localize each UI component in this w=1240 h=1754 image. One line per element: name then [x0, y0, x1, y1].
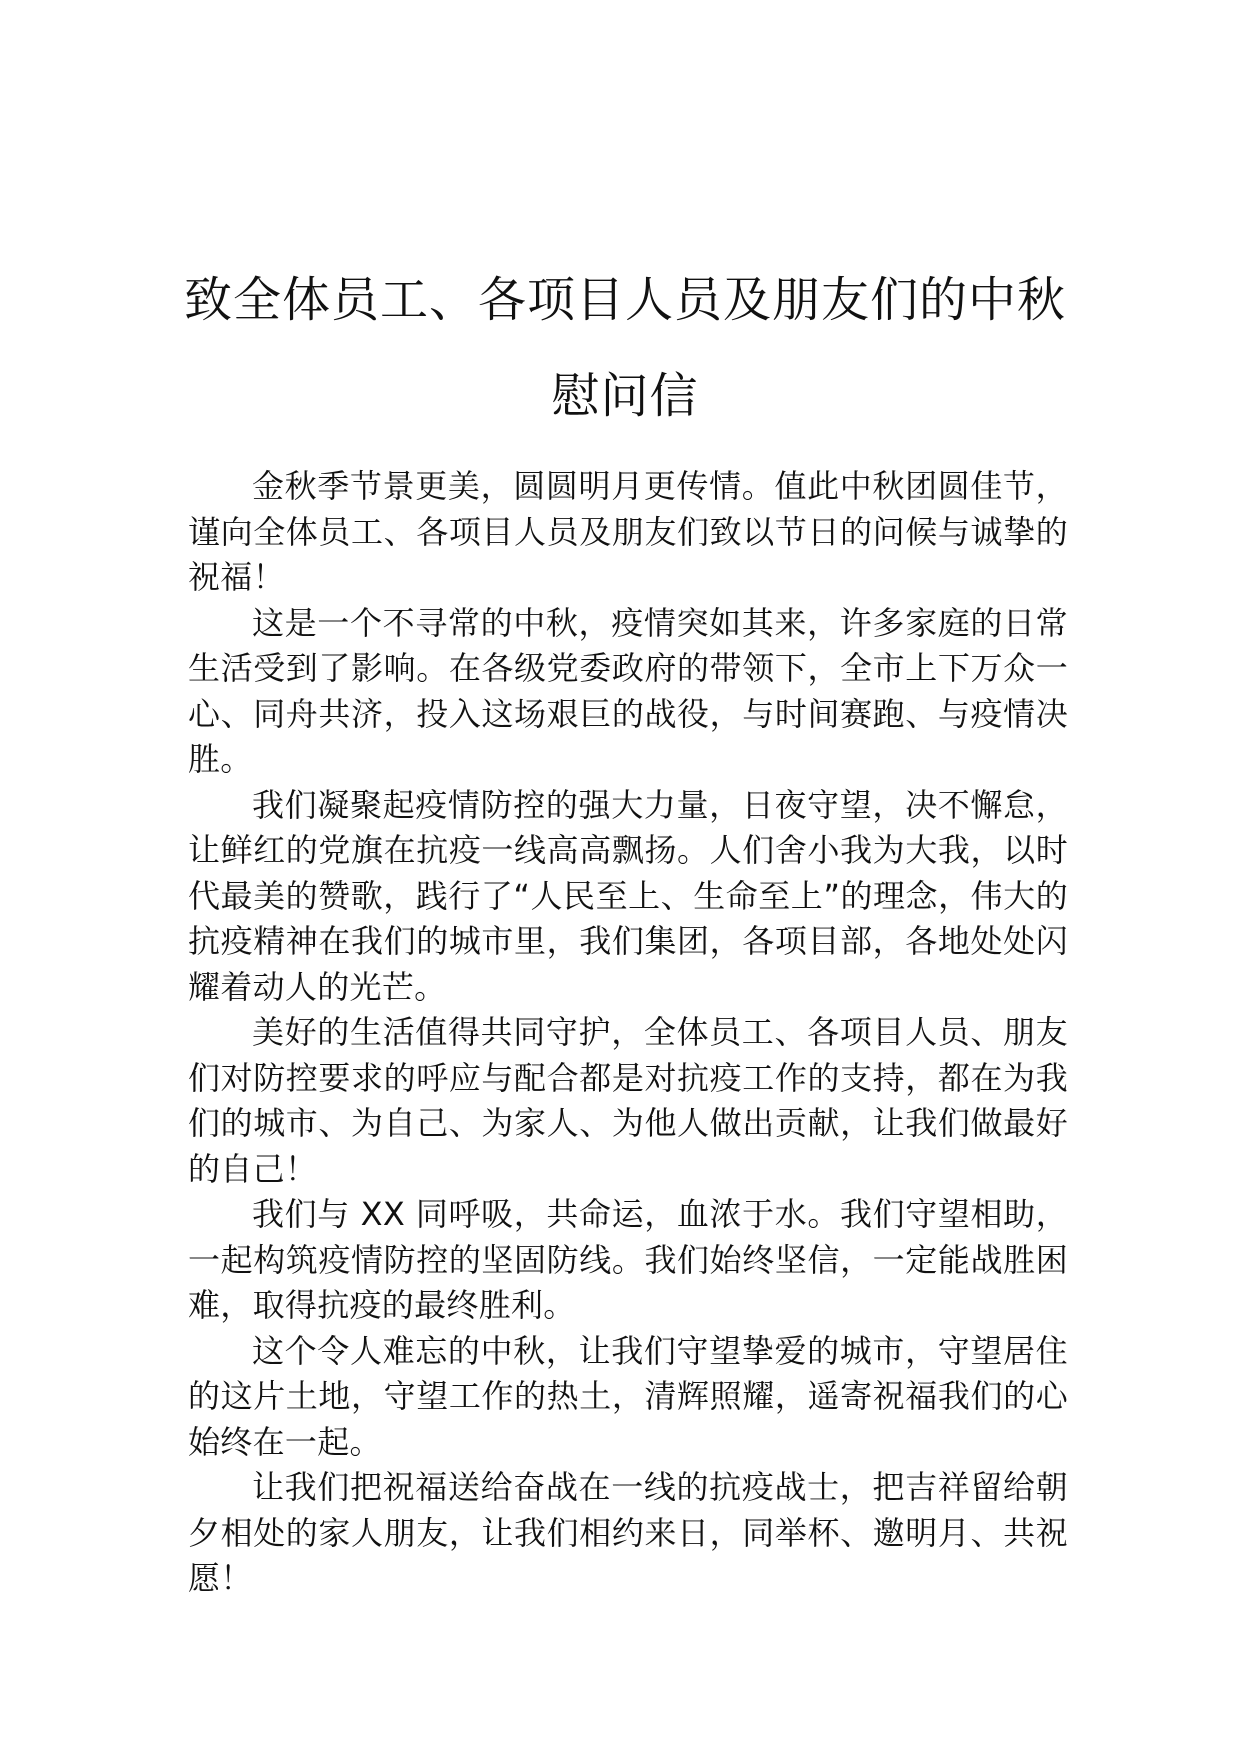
paragraph-6: 这个令人难忘的中秋，让我们守望挚爱的城市，守望居住的这片土地，守望工作的热土，清辉照耀，遥寄祝福我们的心始终在一起。 [188, 1331, 1068, 1461]
letter-body [188, 464, 1068, 1602]
paragraph-5: 我们与 XX 同呼吸，共命运，血浓于水。我们守望相助，一起构筑疫情防控的坚固防线。我们始终坚信，一定能战胜困难，取得抗疫的最终胜利。 [188, 1195, 1068, 1324]
title-line-2: 慰问信 [551, 368, 699, 424]
paragraph-2: 这是一个不寻常的中秋，疫情突如其来，许多家庭的日常生活受到了影响。在各级党委政府的带领下，全市上下万众一心、同舟共济，投入这场艰巨的战役，与时间赛跑、与疫情决胜。 [188, 603, 1068, 778]
document-title [170, 252, 1080, 444]
paragraph-7: 让我们把祝福送给奋战在一线的抗疫战士，把吉祥留给朝夕相处的家人朋友，让我们相约来日，同举杯、邀明月、共祝愿！ [188, 1468, 1068, 1597]
paragraph-1: 金秋季节景更美，圆圆明月更传情。值此中秋团圆佳节，谨向全体员工、各项目人员及朋友们致以节日的问候与诚挚的祝福！ [188, 467, 1068, 596]
paragraph-3: 我们凝聚起疫情防控的强大力量，日夜守望，决不懈怠，让鲜红的党旗在抗疫一线高高飘扬。人们舍小我为大我，以时代最美的赞歌，践行了“人民至上、生命至上”的理念，伟大的抗疫精神在我们的城市里，我们集团，各项目部，各地处处闪耀着动人的光芒。 [188, 785, 1068, 1006]
title-line-1: 致全体员工、各项目人员及朋友们的中秋 [183, 272, 1066, 328]
paragraph-4: 美好的生活值得共同守护，全体员工、各项目人员、朋友们对防控要求的呼应与配合都是对抗疫工作的支持，都在为我们的城市、为自己、为家人、为他人做出贡献，让我们做最好的自己！ [188, 1013, 1068, 1188]
